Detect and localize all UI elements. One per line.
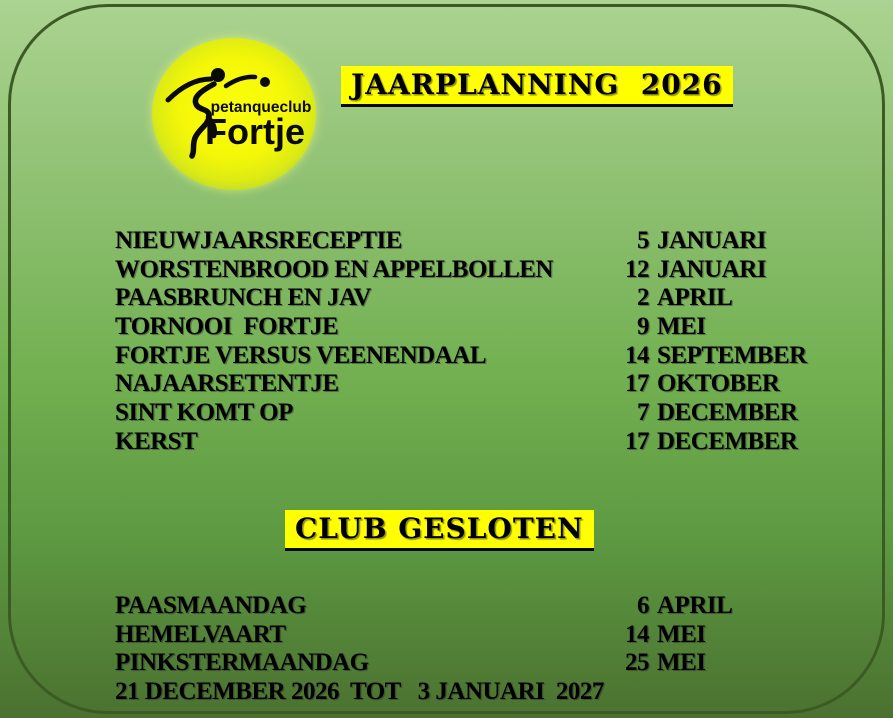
event-day: 17 — [625, 370, 649, 398]
player-head-dot — [211, 68, 225, 82]
closed-row — [115, 621, 815, 650]
event-month: SEPTEMBER — [657, 341, 807, 369]
event-month: DECEMBER — [657, 427, 798, 455]
page-title: JAARPLANNING 2026 — [341, 66, 733, 107]
event-name: WORSTENBROOD EN APPELBOLLEN — [115, 255, 553, 283]
closed-dates-list — [115, 592, 815, 707]
event-name: PAASBRUNCH EN JAV — [115, 284, 371, 312]
event-day: 12 — [625, 255, 649, 283]
event-name: NIEUWJAARSRECEPTIE — [115, 227, 402, 254]
closed-day: 25 — [625, 649, 649, 677]
petanque-ball-dot — [260, 77, 270, 87]
event-row — [115, 227, 815, 256]
petanque-club-logo — [151, 37, 317, 192]
event-name: SINT KOMT OP — [115, 399, 293, 427]
event-row — [115, 256, 815, 285]
closed-row — [115, 649, 815, 678]
event-name: KERST — [115, 427, 198, 455]
event-row — [115, 284, 815, 313]
event-day: 14 — [625, 341, 649, 369]
closed-month: MEI — [657, 620, 706, 648]
event-month: MEI — [657, 313, 706, 341]
logo-club-type-text: petanqueclub — [210, 99, 312, 116]
closed-day: 6 — [637, 592, 649, 619]
event-month: APRIL — [657, 284, 733, 312]
event-day: 5 — [637, 227, 649, 254]
event-day: 9 — [637, 313, 649, 341]
logo-club-name-text: Fortje — [204, 111, 306, 152]
event-row — [115, 370, 815, 399]
closed-day: 14 — [625, 620, 649, 648]
event-month: JANUARI — [657, 227, 766, 254]
event-row — [115, 428, 815, 457]
winter-closure-period: 21 DECEMBER 2026 TOT 3 JANUARI 2027 — [115, 678, 604, 706]
club-closed-title: CLUB GESLOTEN — [285, 510, 594, 551]
event-month: DECEMBER — [657, 399, 798, 427]
closed-row — [115, 592, 815, 621]
event-day: 17 — [625, 427, 649, 455]
events-list — [115, 227, 815, 457]
closed-name: HEMELVAART — [115, 620, 286, 648]
event-name: FORTJE VERSUS VEENENDAAL — [115, 341, 487, 369]
event-month: OKTOBER — [657, 370, 780, 398]
event-name: NAJAARSETENTJE — [115, 370, 339, 398]
closed-month: MEI — [657, 649, 706, 677]
event-day: 7 — [637, 399, 649, 427]
closed-month: APRIL — [657, 592, 733, 619]
closed-name: PINKSTERMAANDAG — [115, 649, 369, 677]
event-name: TORNOOI FORTJE — [115, 313, 339, 341]
event-row — [115, 313, 815, 342]
closed-name: PAASMAANDAG — [115, 592, 307, 619]
event-row — [115, 342, 815, 371]
event-month: JANUARI — [657, 255, 766, 283]
event-row — [115, 399, 815, 428]
event-day: 2 — [637, 284, 649, 312]
